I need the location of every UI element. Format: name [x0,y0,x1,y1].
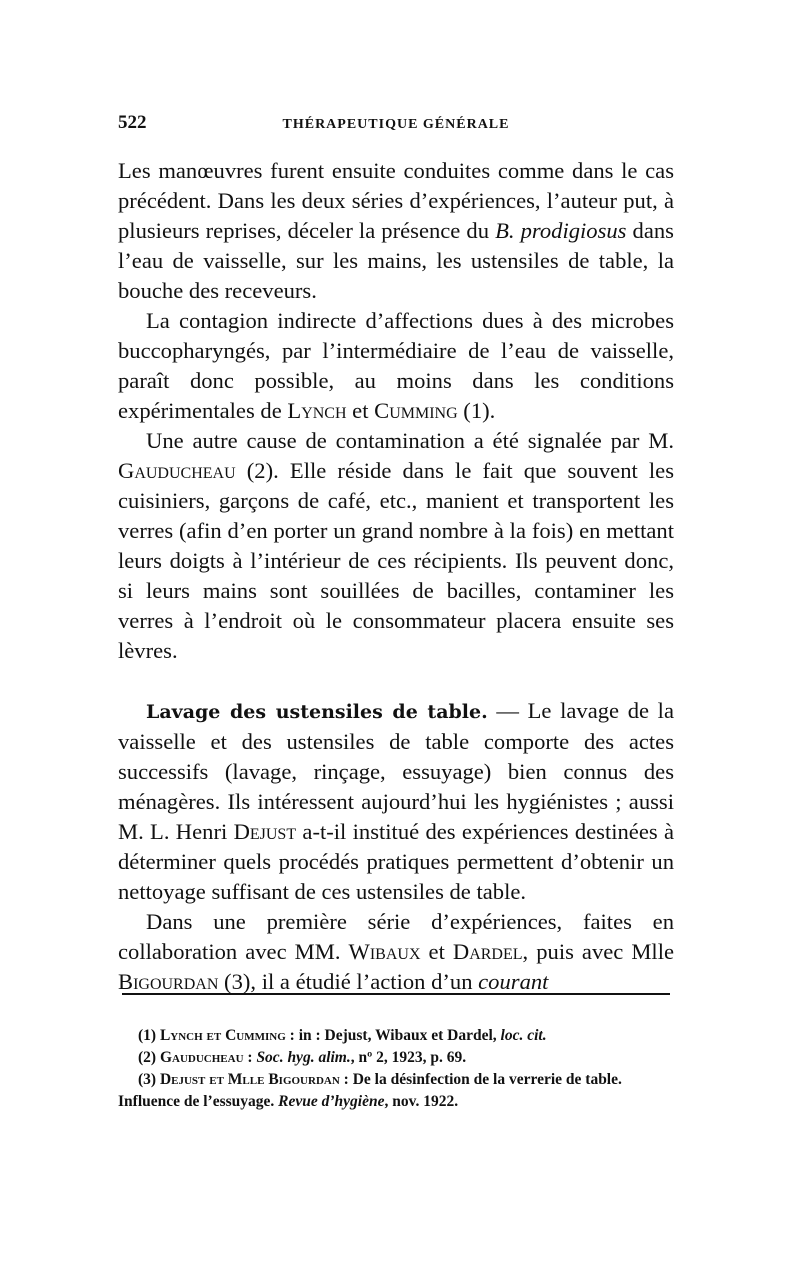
footnote-authors: Lynch et Cumming [159,1027,286,1044]
footnote-authors: Dejust et Mlle Bigourdan [159,1071,340,1088]
footnote-number: (1) [138,1027,160,1044]
paragraph-1 [118,156,674,306]
footnote-citation: loc. cit. [500,1027,547,1044]
conjunction: et [420,939,453,964]
author-name: Dardel [452,939,523,964]
conjunction: et [346,398,375,423]
paragraph-2 [118,306,674,426]
body-text [118,156,674,997]
paragraph-text: a-t-il institué des expériences destinées à déterminer quels procédés pratiques permettent d’obtenir un nettoyage suffisant de ces ustensiles de table. [118,819,674,904]
footnote-authors: Gauducheau [159,1049,244,1066]
footnote-rule [122,993,670,995]
footnote-1 [118,1025,678,1047]
author-name: Dejust [233,819,297,844]
paragraph-text: dans l’eau de vaisselle, sur les mains, les ustensiles de table, la bouche des receveurs. [118,218,674,303]
footnote-text: : De la désinfection de la verrerie de table. Influence de l’essuyage. [118,1071,622,1110]
footnote-text: , nov. 1922. [384,1093,459,1110]
footnote-text: , nº 2, 1923, p. 69. [350,1049,467,1066]
emphasized-word: courant [478,969,549,994]
paragraph-text: , puis avec Mlle [522,939,675,964]
author-name: Bigourdan [118,969,219,994]
footnote-ref: (1). [457,398,496,423]
paragraph-5 [118,907,674,997]
author-name: Lynch [287,398,347,423]
page [118,112,674,997]
footnote-number: (2) [138,1049,160,1066]
paragraph-text: (3), il a étudié l’action d’un [218,969,479,994]
paragraph-3 [118,426,674,666]
paragraph-text: Une autre cause de contamination a été signalée par M. [146,428,674,453]
species-name: B. prodigiosus [495,218,627,243]
page-header [118,112,674,142]
section-heading: Lavage des ustensiles de table. [146,701,488,723]
paragraph-text: (2). Elle réside dans le fait que souvent les cuisiniers, garçons de café, etc., manient et transportent les verres (afin d’en porter un grand nombre à la fois) en mettant leurs doigts à l’intérieur de ces récipients. Ils peuvent donc, si leurs mains sont souillées de bacilles, contaminer les verres à l’endroit où le consommateur placera ensuite ses lèvres. [118,458,674,663]
author-name: Wibaux [348,939,421,964]
paragraph-text: — Le lavage de la vaisselle et des ustensiles de table comporte des actes successifs (lavage, rinçage, essuyage) bien connus des ménagères. Ils intéressent aujourd’hui les hygiénistes ; aussi M. L. Henri [118,698,674,844]
running-title: THÉRAPEUTIQUE GÉNÉRALE [282,117,510,132]
paragraph-text: La contagion indirecte d’affections dues à des microbes buccopharyngés, par l’intermédiaire de l’eau de vaisselle, paraît donc possible, au moins dans les conditions expérimentales de [118,308,674,423]
author-name: Cumming [374,398,458,423]
section-gap [118,666,674,696]
footnote-number: (3) [138,1071,160,1088]
footnote-text: : in : Dejust, Wibaux et Dardel, [285,1027,501,1044]
footnote-journal: Revue d’hygiène [278,1093,385,1110]
paragraph-text: Les manœuvres furent ensuite conduites comme dans le cas précédent. Dans les deux séries d’expériences, l’auteur put, à plusieurs reprises, déceler la présence du [118,158,674,243]
footnote-text: : [243,1049,257,1066]
page-number: 522 [118,112,147,133]
author-name: Gauducheau [118,458,236,483]
paragraph-4 [118,696,674,907]
footnote-3 [118,1069,678,1113]
footnote-2 [118,1047,678,1069]
footnotes [118,1025,678,1113]
footnote-journal: Soc. hyg. alim. [256,1049,351,1066]
paragraph-text: Dans une première série d’expériences, faites en collaboration avec MM. [118,909,674,964]
